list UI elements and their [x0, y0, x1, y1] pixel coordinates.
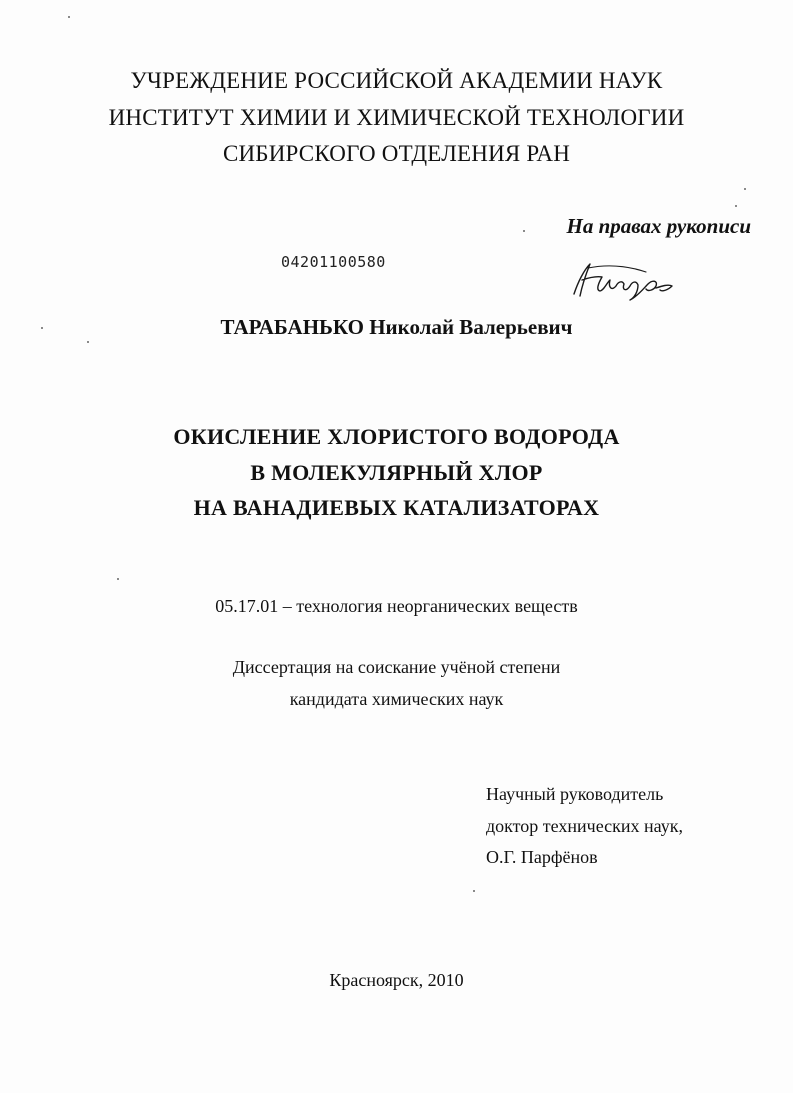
- scan-speck: [87, 341, 89, 343]
- document-code: 04201100580: [281, 253, 386, 271]
- scan-speck: [473, 890, 475, 892]
- scan-speck: [744, 188, 746, 190]
- institution-line-3: СИБИРСКОГО ОТДЕЛЕНИЯ РАН: [222, 141, 571, 166]
- scan-speck: [41, 327, 43, 329]
- scan-speck: [523, 230, 525, 232]
- scan-speck: [735, 205, 737, 207]
- specialty-code: 05.17.01 – технология неорганических веществ: [215, 596, 578, 616]
- supervisor-role: Научный руководитель: [486, 784, 664, 804]
- scan-speck: [68, 16, 70, 18]
- title-line-2: В МОЛЕКУЛЯРНЫЙ ХЛОР: [250, 460, 543, 485]
- signature-icon: [568, 258, 678, 302]
- scan-speck: [117, 578, 119, 580]
- title-line-3: НА ВАНАДИЕВЫХ КАТАЛИЗАТОРАХ: [193, 495, 600, 520]
- supervisor-name: О.Г. Парфёнов: [486, 847, 598, 867]
- degree-line-1: Диссертация на соискание учёной степени: [232, 657, 561, 677]
- institution-line-1: УЧРЕЖДЕНИЕ РОССИЙСКОЙ АКАДЕМИИ НАУК: [130, 68, 663, 93]
- author-name: ТАРАБАНЬКО Николай Валерьевич: [220, 315, 573, 339]
- supervisor-degree: доктор технических наук,: [486, 816, 683, 836]
- degree-line-2: кандидата химических наук: [289, 689, 504, 709]
- institution-line-2: ИНСТИТУТ ХИМИИ И ХИМИЧЕСКОЙ ТЕХНОЛОГИИ: [108, 105, 685, 130]
- manuscript-rights-note: На правах рукописи: [566, 214, 751, 238]
- title-line-1: ОКИСЛЕНИЕ ХЛОРИСТОГО ВОДОРОДА: [173, 424, 620, 449]
- place-and-year: Красноярск, 2010: [329, 970, 464, 990]
